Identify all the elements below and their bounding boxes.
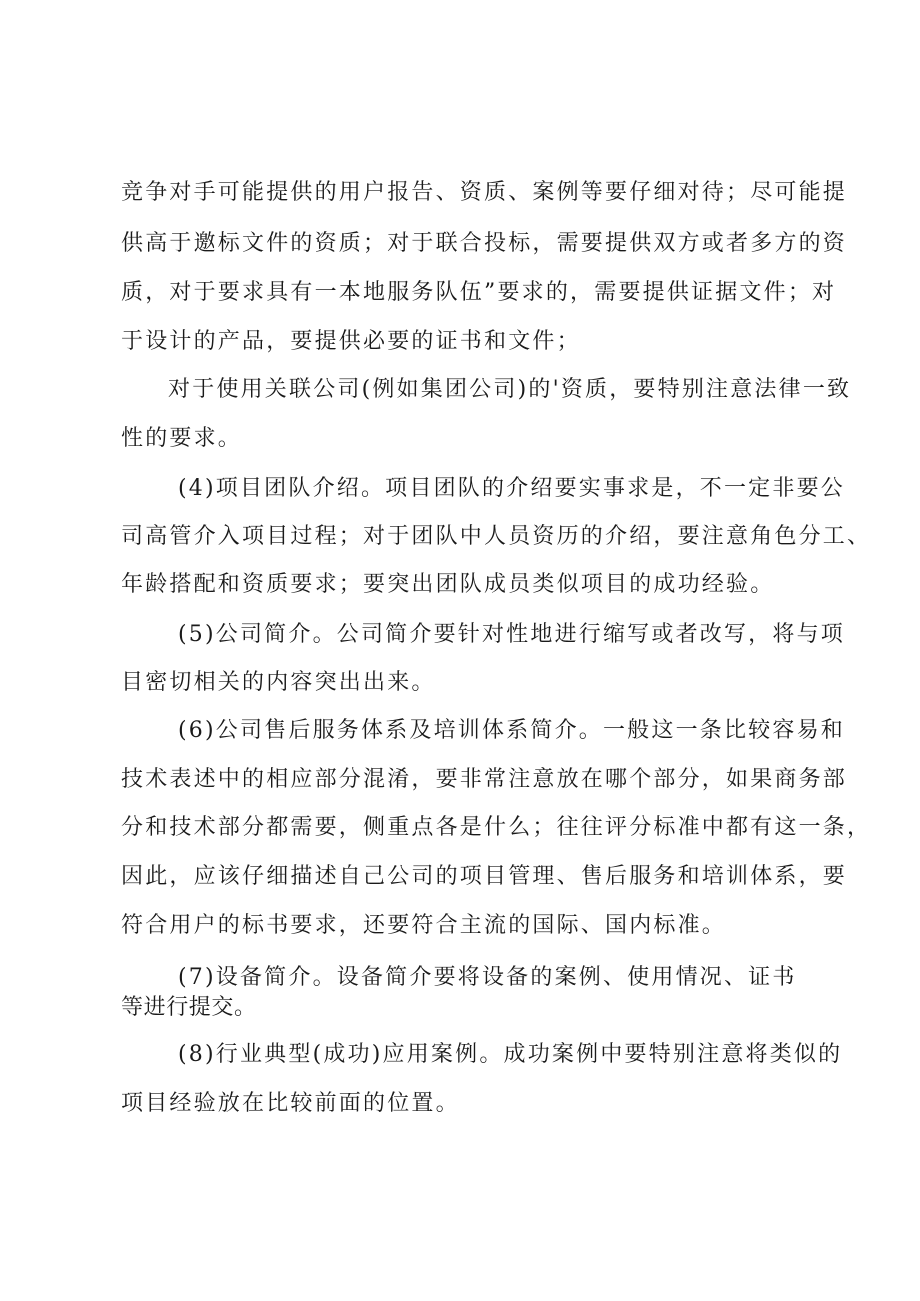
text-line: (5)公司简介。公司简介要针对性地进行缩写或者改写，将与项 xyxy=(178,622,845,647)
text-line: 质，对于要求具有一本地服务队伍”要求的，需要提供证据文件；对 xyxy=(121,280,837,305)
text-line: 性的要求。 xyxy=(121,426,243,451)
text-line: (8)行业典型(成功)应用案例。成功案例中要特别注意将类似的 xyxy=(178,1042,843,1067)
text-line: 等进行提交。 xyxy=(121,995,257,1020)
text-line: 于设计的产品，要提供必要的证书和文件； xyxy=(121,329,581,354)
text-line: 对于使用关联公司(例如集团公司)的'资质，要特别注意法律一致 xyxy=(168,377,852,402)
text-line: 项目经验放在比较前面的位置。 xyxy=(121,1091,460,1116)
text-line: 供高于邀标文件的资质；对于联合投标，需要提供双方或者多方的资 xyxy=(121,231,848,256)
text-line: 竞争对手可能提供的用户报告、资质、案例等要仔细对待；尽可能提 xyxy=(121,180,848,205)
text-line: 年龄搭配和资质要求；要突出团队成员类似项目的成功经验。 xyxy=(121,572,775,597)
text-line: 分和技术部分都需要，侧重点各是什么；往往评分标准中都有这一条， xyxy=(121,815,872,840)
text-line: (4)项目团队介绍。项目团队的介绍要实事求是，不一定非要公 xyxy=(178,476,845,501)
text-line: 因此，应该仔细描述自己公司的项目管理、售后服务和培训体系，要 xyxy=(121,864,848,889)
text-line: 技术表述中的相应部分混淆，要非常注意放在哪个部分，如果商务部 xyxy=(121,767,848,792)
text-line: 目密切相关的内容突出出来。 xyxy=(121,670,436,695)
text-line: (7)设备简介。设备简介要将设备的案例、使用情况、证书 xyxy=(178,965,797,990)
text-line: (6)公司售后服务体系及培训体系简介。一般这一条比较容易和 xyxy=(178,718,845,743)
text-line: 司高管介入项目过程；对于团队中人员资历的介绍，要注意角色分工、 xyxy=(121,524,872,549)
text-line: 符合用户的标书要求，还要符合主流的国际、国内标准。 xyxy=(121,913,727,938)
